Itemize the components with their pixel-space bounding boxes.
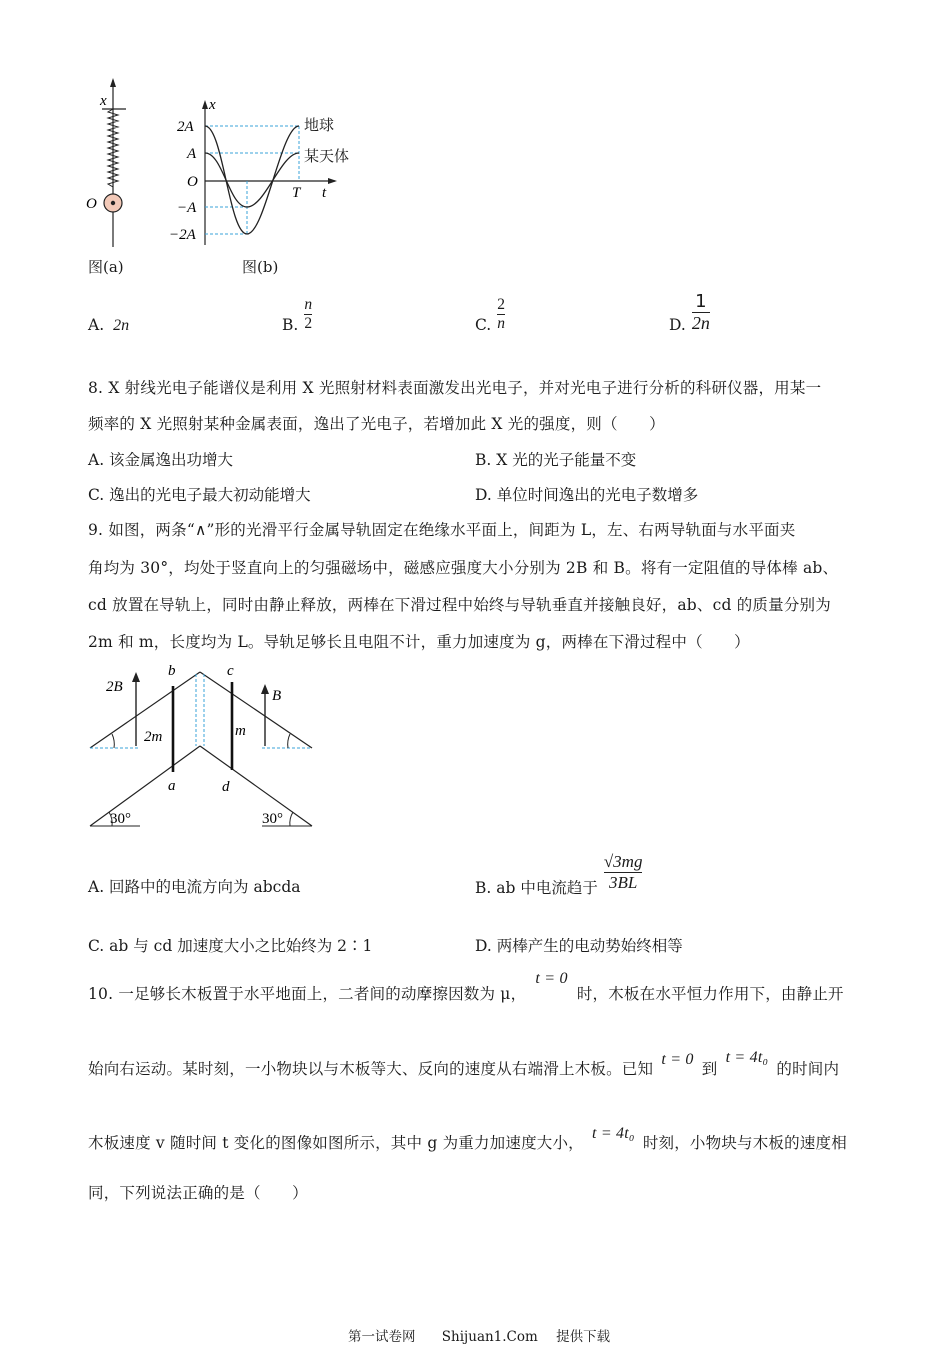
angle-right: 30° (262, 811, 283, 827)
tick-O: O (187, 174, 198, 190)
caption-a: 图(a) (88, 258, 124, 276)
label-earth: 地球 (304, 116, 335, 134)
q9-option-a[interactable]: A. 回路中的电流方向为 abcda (88, 878, 301, 896)
q10-stem-line1: 10. 一足够长木板置于水平地面上，二者间的动摩擦因数为 μ， t = 0 时，木板在水平恒力作用下，由静止开 (88, 970, 844, 1003)
axis-x-label: x (100, 93, 107, 109)
q7-option-a[interactable]: A. 2n (88, 316, 130, 334)
footer (348, 1325, 610, 1345)
q10-stem-line4: 同，下列说法正确的是（ ） (88, 1184, 308, 1202)
q8-option-a[interactable]: A. 该金属逸出功增大 (88, 451, 234, 469)
tick-2A: 2A (177, 119, 194, 135)
angle-left: 30° (110, 811, 131, 827)
footer-site-cn: 第一试卷网 (348, 1329, 416, 1345)
q9-option-d[interactable]: D. 两棒产生的电动势始终相等 (475, 937, 683, 955)
footer-download: 提供下载 (556, 1329, 611, 1345)
q8-stem-line2: 频率的 X 光照射某种金属表面，逸出了光电子，若增加此 X 光的强度，则（ ） (88, 415, 665, 433)
label-B: B (272, 688, 282, 704)
earth-curve (205, 126, 299, 234)
label-d: d (222, 779, 230, 795)
q10-stem-line3: 木板速度 v 随时间 t 变化的图像如图所示，其中 g 为重力加速度大小， t = 4t₀ 时刻，小物块与木板的速度相 (88, 1125, 847, 1152)
label-2B: 2B (106, 679, 123, 695)
label-b: b (168, 663, 176, 679)
q9-option-c[interactable]: C. ab 与 cd 加速度大小之比始终为 2∶1 (88, 937, 373, 955)
tick-neg2A: −2A (169, 227, 196, 243)
axis-t-label: t (322, 185, 327, 201)
figure-rails (84, 660, 324, 835)
q10-stem-line2: 始向右运动。某时刻，一小物块以与木板等大、反向的速度从右端滑上木板。已知 t = 0 到 t = 4t₀ 的时间内 (88, 1049, 840, 1078)
q9-option-b[interactable]: B. ab 中电流趋于 $\frac{√3mg}{3BL}$ (475, 851, 643, 897)
label-m: m (235, 723, 246, 739)
origin-label: O (86, 196, 97, 212)
label-a: a (168, 778, 176, 794)
q9-stem-line2: 角均为 30°，均处于竖直向上的匀强磁场中，磁感应强度大小分别为 2B 和 B。将有一定阻值的导体棒 ab、 (88, 559, 839, 577)
q9-stem-line4: 2m 和 m，长度均为 L。导轨足够长且电阻不计，重力加速度为 g，两棒在下滑过程中（ ） (88, 633, 750, 651)
q7-option-c[interactable]: C. $\frac{2}{n}$ (475, 295, 505, 334)
caption-b: 图(b) (242, 258, 279, 276)
figure-b-waves (165, 95, 365, 255)
label-2m: 2m (144, 729, 163, 745)
figure-a-spring (80, 75, 140, 255)
tick-T: T (292, 185, 301, 201)
footer-site-en[interactable]: Shijuan1.Com (441, 1329, 538, 1345)
q8-option-d[interactable]: D. 单位时间逸出的光电子数增多 (475, 486, 699, 504)
q9-stem-line3: cd 放置在导轨上，同时由静止释放，两棒在下滑过程中始终与导轨垂直并接触良好，ab、cd 的质量分别为 (88, 596, 831, 614)
q7-option-b[interactable]: B. $\frac{n}{2}$ (282, 295, 313, 334)
body-curve (205, 153, 299, 207)
tick-negA: −A (177, 200, 197, 216)
q8-option-b[interactable]: B. X 光的光子能量不变 (475, 451, 637, 469)
q8-stem-line1: 8. X 射线光电子能谱仪是利用 X 光照射材料表面激发出光电子，并对光电子进行分析的科研仪器，用某一 (88, 379, 822, 397)
label-body: 某天体 (304, 147, 350, 165)
q7-option-d[interactable]: D. $\frac{1}{2n}$ (669, 290, 710, 334)
label-c: c (227, 663, 234, 679)
tick-A: A (187, 146, 197, 162)
q8-option-c[interactable]: C. 逸出的光电子最大初动能增大 (88, 486, 311, 504)
q9-stem-line1: 9. 如图，两条“∧”形的光滑平行金属导轨固定在绝缘水平面上，间距为 L，左、右两导轨面与水平面夹 (88, 521, 796, 539)
axis-x-label-b: x (209, 97, 216, 113)
